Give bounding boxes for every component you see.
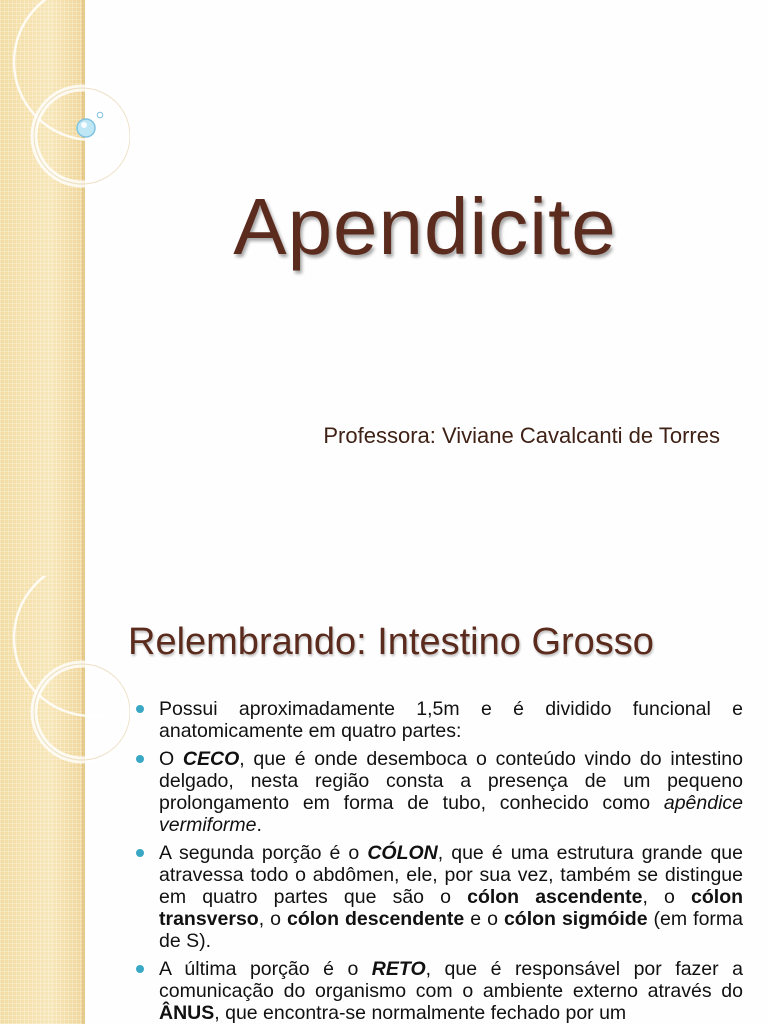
- bullet-text: cólon sigmóide: [503, 908, 648, 930]
- bullet-text: , que é responsável por fazer a comunicação do organismo com o ambiente externo através do: [159, 958, 743, 1002]
- presentation-subtitle: Professora: Viviane Cavalcanti de Torres: [323, 423, 720, 448]
- bullet-text: ÂNUS: [159, 1002, 215, 1024]
- bullet-text: A última porção é o: [159, 958, 372, 980]
- bullet-text: , o: [642, 886, 692, 908]
- bullet-text: RETO: [371, 958, 426, 980]
- bullet-text: .: [256, 814, 262, 836]
- bullet-text: CÓLON: [367, 842, 438, 864]
- bullet-text: , que é onde desemboca o conteúdo vindo do intestino delgado, nesta região consta a presença de um pequeno prolongamento em forma de tubo, conhecido como: [159, 748, 743, 814]
- content-slide: [0, 576, 768, 1024]
- bullet-text: O: [159, 748, 183, 770]
- bullet-text: cólon transverso: [159, 886, 744, 930]
- bullet-text: (em forma de S).: [159, 908, 743, 952]
- bullet-text: , que é uma estrutura grande que atravessa todo o abdômen, ele, por sua vez, também se distingue em quatro partes que são o: [159, 842, 743, 908]
- bullet-text: , que encontra-se normalmente fechado por um: [214, 1002, 627, 1024]
- bullet-item: [135, 698, 743, 742]
- circles-decoration-icon: [0, 0, 130, 200]
- bullet-text: cólon ascendente: [467, 886, 643, 908]
- circles-decoration-icon: [0, 576, 130, 776]
- bullet-dot-icon: [136, 965, 144, 973]
- presentation-title: Apendicite: [233, 182, 617, 271]
- bullet-text: CECO: [182, 748, 240, 770]
- bullet-text: A segunda porção é o: [159, 842, 368, 864]
- bullet-text: cólon descendente: [287, 908, 465, 930]
- bullet-item: [135, 842, 743, 952]
- bullet-dot-icon: [136, 705, 144, 713]
- slide-heading: Relembrando: Intestino Grosso: [128, 621, 654, 663]
- bullet-text: Possui aproximadamente 1,5m e é dividido funcional e anatomicamente em quatro partes:: [159, 698, 743, 742]
- bullet-item: [135, 748, 743, 836]
- bullet-dot-icon: [136, 755, 144, 763]
- bullet-text: e o: [464, 908, 504, 930]
- bullet-item: [135, 958, 743, 1024]
- bullet-dot-icon: [136, 849, 144, 857]
- bullet-list: [135, 698, 743, 1024]
- bullet-text: , o: [258, 908, 287, 930]
- bullet-text: apêndice vermiforme: [159, 792, 743, 836]
